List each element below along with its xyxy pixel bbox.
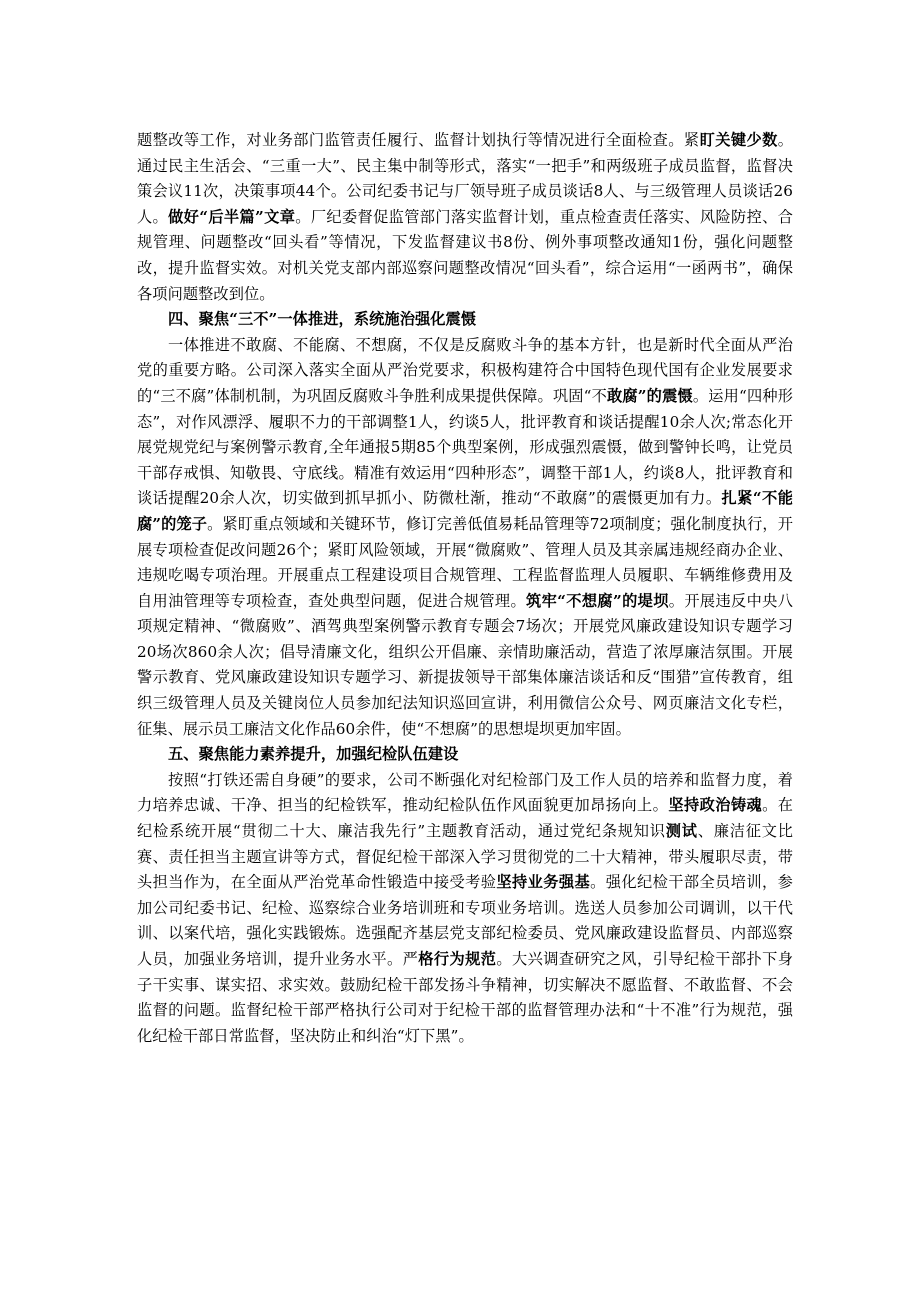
bold-keyword: 格行为规范: [418, 950, 497, 968]
text-segment: 。厂纪委督促监管部门落实监督计划，重点检查责任落实、风险防控、合规管理、问题整改“回头看”等情况，下发监督建议书8份、例外事项整改通知1份，强化问题整改，提升监督实效。对机关党支部内部巡察问题整改情况“回头看”，综合运用“一函两书”，确保各项问题整改到位。: [137, 207, 793, 303]
bold-keyword: 敢腐”的震慑: [606, 386, 693, 405]
text-segment: 、廉洁征文比赛、责任担当主题宣讲等方式，督促纪检干部深入学习贯彻党的二十大精神，带头履职尽责，带头担当作为，在全面从严治党革命性锻造中接受考验: [137, 822, 793, 892]
bold-keyword: 坚持政治铸魂: [668, 796, 763, 815]
section-heading-four: [137, 307, 793, 333]
document-page: [137, 128, 793, 1049]
heading-text: 四、聚焦“三不”一体推进，系统施治强化震慑: [168, 310, 477, 329]
heading-text: 五、聚焦能力素养提升，加强纪检队伍建设: [168, 745, 459, 764]
text-segment: 。运用“四种形态”，对作风漂浮、履职不力的干部调整1人，约谈5人，批评教育和谈话提醒10余人次;常态化开展党规党纪与案例警示教育,全年通报5期85个典型案例，形成强烈震慑，做到警钟长鸣，让党员干部存戒惧、知敬畏、守底线。精准有效运用“四种形态”，调整干部1人，约谈8人，批评教育和谈话提醒20余人次，切实做到抓早抓小、防微杜渐，推动“不敢腐”的震慑更加有力。: [137, 386, 794, 508]
text-segment: 。在纪检系统开展“贯彻二十大、廉洁我先行”主题教育活动，通过党纪条规知识: [137, 796, 793, 841]
bold-keyword: 坚持业务强基: [496, 873, 591, 892]
text-segment: 。开展违反中央八项规定精神、“微腐败”、酒驾典型案例警示教育专题会7场次；开展党风廉政建设知识专题学习20场次860余人次；倡导清廉文化，组织公开倡廉、亲情助廉活动，营造了浓厚廉洁氛围。开展警示教育、党风廉政建设知识专题学习、新提拔领导干部集体廉洁谈话和反“围猎”宣传教育，组织三级管理人员及关键岗位人员参加纪法知识巡回宣讲，利用微信公众号、网页廉洁文化专栏，征集、展示员工廉洁文化作品60余件，使“不想腐”的思想堤坝更加牢固。: [137, 591, 793, 738]
text-segment: 。紧盯重点领域和关键环节，修订完善低值易耗品管理等72项制度；强化制度执行，开展专项检查促改问题26个；紧盯风险领域，开展“微腐败”、管理人员及其亲属违规经商办企业、违规吃喝专项治理。开展重点工程建设项目合规管理、工程监督监理人员履职、车辆维修费用及自用油管理等专项检查，查处典型问题，促进合规管理。: [137, 514, 793, 610]
bold-keyword: 盯关键少数: [699, 131, 778, 149]
text-segment: 按照“打铁还需自身硬”的要求，公司不断强化对纪检部门及工作人员的培养和监督力度，着力培养忠诚、干净、担当的纪检铁军，推动纪检队伍作风面貌更加昂扬向上。: [137, 770, 793, 815]
paragraph-supervision-follow-up: [137, 128, 793, 307]
text-segment: 。通过民主生活会、“三重一大”、民主集中制等形式，落实“一把手”和两级班子成员监督，监督决策会议11次，决策事项44个。公司纪委书记与厂领导班子成员谈话8人、与三级管理人员谈话26人。: [137, 131, 793, 226]
paragraph-three-no-corruption: [137, 333, 793, 743]
bold-keyword: 测试: [665, 822, 698, 841]
bold-keyword: 筑牢“不想腐”的堤坝: [526, 591, 669, 610]
text-segment: 。大兴调查研究之风，引导纪检干部扑下身子干实事、谋实招、求实效。鼓励纪检干部发扬斗争精神，切实解决不愿监督、不敢监督、不会监督的问题。监督纪检干部严格执行公司对于纪检干部的监督管理办法和“十不准”行为规范，强化纪检干部日常监督，坚决防止和纠治“灯下黑”。: [137, 950, 793, 1045]
paragraph-team-building: [137, 768, 793, 1050]
text-segment: 题整改等工作，对业务部门监管责任履行、监督计划执行等情况进行全面检查。紧: [137, 131, 700, 149]
text-segment: 。强化纪检干部全员培训，参加公司纪委书记、纪检、巡察综合业务培训班和专项业务培训。选送人员参加公司调训，以干代训、以案代培，强化实践锻炼。选强配齐基层党支部纪检委员、党风廉政建设监督员、内部巡察人员，加强业务培训，提升业务水平。严: [137, 873, 793, 968]
bold-keyword: 扎紧“不能腐”的笼子: [137, 489, 793, 533]
section-heading-five: [137, 742, 793, 768]
text-segment: 一体推进不敢腐、不能腐、不想腐，不仅是反腐败斗争的基本方针，也是新时代全面从严治党的重要方略。公司深入落实全面从严治党要求，积极构建符合中国特色现代国有企业发展要求的“三不腐”体制机制，为巩固反腐败斗争胜利成果提供保障。巩固“不: [137, 335, 793, 405]
bold-keyword: 做好“后半篇”文章: [168, 207, 296, 226]
